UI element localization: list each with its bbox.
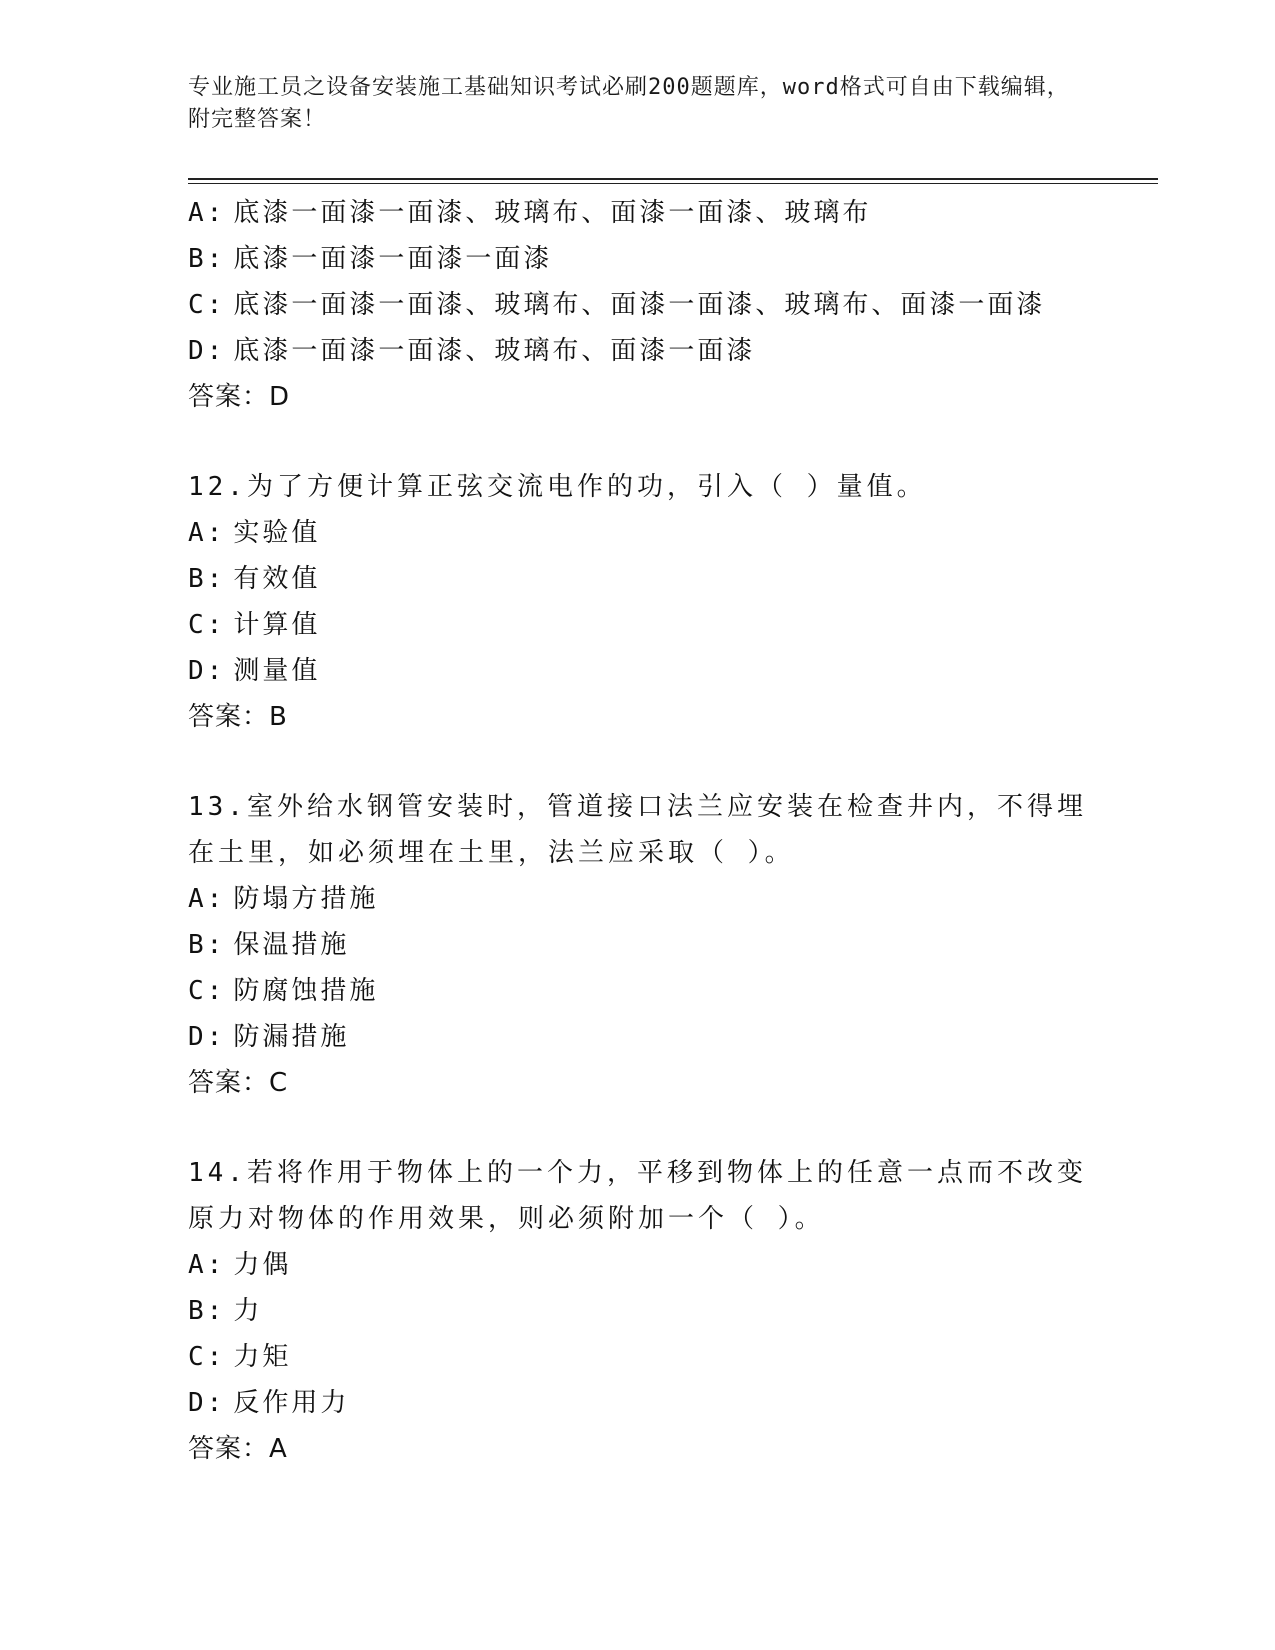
document-header <box>188 72 1088 136</box>
option-b: B: 底漆一面漆一面漆一面漆 <box>188 244 553 274</box>
question-13 <box>188 784 1088 1106</box>
header-divider-thick <box>188 178 1158 180</box>
option-a: A: 力偶 <box>188 1250 292 1280</box>
question-stem: 13.室外给水钢管安装时，管道接口法兰应安装在检查井内，不得埋在土里，如必须埋在土里，法兰应采取（ ）。 <box>188 792 1087 868</box>
option-d: D: 反作用力 <box>188 1388 350 1418</box>
option-a: A: 实验值 <box>188 518 321 548</box>
option-b: B: 有效值 <box>188 564 321 594</box>
option-d: D: 底漆一面漆一面漆、玻璃布、面漆一面漆 <box>188 336 756 366</box>
document-title: 专业施工员之设备安装施工基础知识考试必刷200题题库，word格式可自由下载编辑，附完整答案！ <box>188 75 1070 132</box>
option-d: D: 防漏措施 <box>188 1022 350 1052</box>
question-11-options <box>188 190 1088 420</box>
question-list <box>188 190 1088 1472</box>
answer-line: 答案：C <box>188 1068 289 1098</box>
header-divider-thin <box>188 183 1158 184</box>
option-b: B: 力 <box>188 1296 263 1326</box>
option-c: C: 力矩 <box>188 1342 292 1372</box>
option-a: A: 防塌方措施 <box>188 884 379 914</box>
answer-line: 答案：A <box>188 1434 288 1464</box>
option-b: B: 保温措施 <box>188 930 350 960</box>
option-c: C: 计算值 <box>188 610 321 640</box>
question-stem: 14.若将作用于物体上的一个力，平移到物体上的任意一点而不改变原力对物体的作用效果，则必须附加一个（ ）。 <box>188 1158 1087 1234</box>
question-14 <box>188 1150 1088 1472</box>
question-12 <box>188 464 1088 740</box>
question-stem: 12.为了方便计算正弦交流电作的功，引入（ ）量值。 <box>188 472 927 502</box>
option-c: C: 底漆一面漆一面漆、玻璃布、面漆一面漆、玻璃布、面漆一面漆 <box>188 290 1046 320</box>
answer-line: 答案：B <box>188 702 288 732</box>
option-a: A: 底漆一面漆一面漆、玻璃布、面漆一面漆、玻璃布 <box>188 198 872 228</box>
answer-line: 答案：D <box>188 382 291 412</box>
option-c: C: 防腐蚀措施 <box>188 976 379 1006</box>
option-d: D: 测量值 <box>188 656 321 686</box>
